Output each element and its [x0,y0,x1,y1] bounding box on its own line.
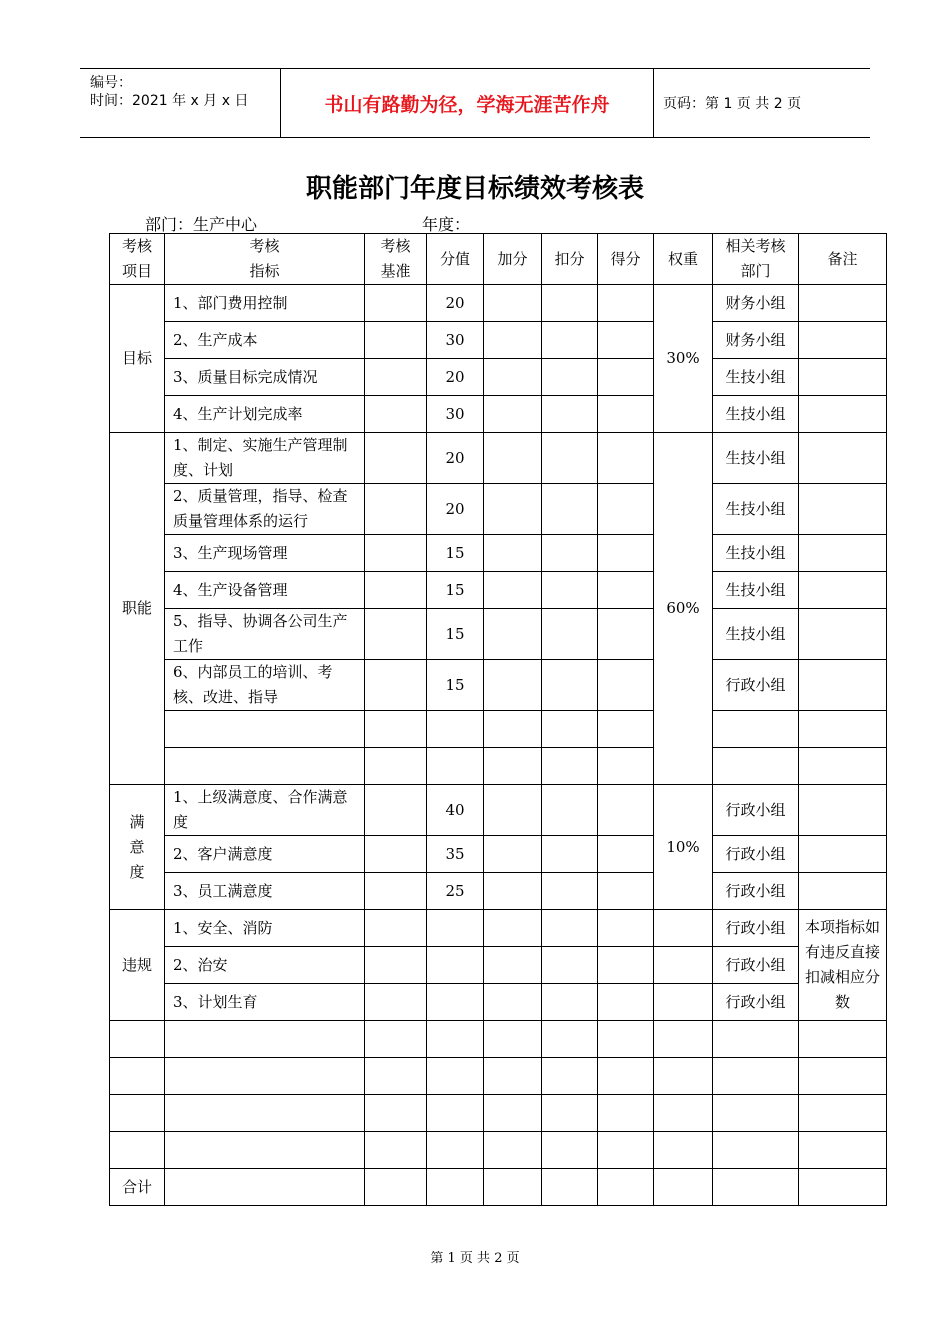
result-cell [598,396,654,433]
table-row [110,947,887,984]
deduct-cell [542,535,598,572]
bonus-cell [484,1058,542,1095]
category-cell [110,1095,165,1132]
remark-cell: 本项指标如有违反直接扣减相应分数 [799,910,887,1021]
related-dept-cell [713,1021,799,1058]
table-row [110,1132,887,1169]
result-cell [598,609,654,660]
baseline-cell [365,285,427,322]
score-cell: 30 [427,322,484,359]
column-header-bonus: 加分 [484,234,542,285]
result-cell [598,285,654,322]
indicator-cell: 1、上级满意度、合作满意度 [165,785,365,836]
score-cell: 20 [427,484,484,535]
score-cell [427,910,484,947]
bonus-cell [484,433,542,484]
related-dept-cell: 生技小组 [713,433,799,484]
bonus-cell [484,748,542,785]
table-row [110,609,887,660]
motto-text: 书山有路勤为径，学海无涯苦作舟 [281,69,654,137]
total-label: 合计 [110,1169,165,1206]
result-cell [598,322,654,359]
deduct-cell [542,711,598,748]
deduct-cell [542,322,598,359]
bonus-cell [484,484,542,535]
department-label: 部门：生产中心 [145,215,258,234]
baseline-cell [365,572,427,609]
indicator-cell: 2、质量管理，指导、检查质量管理体系的运行 [165,484,365,535]
remark-cell [799,359,887,396]
related-dept-cell: 生技小组 [713,535,799,572]
table-row [110,711,887,748]
result-cell [598,433,654,484]
indicator-cell: 4、生产设备管理 [165,572,365,609]
table-row [110,285,887,322]
bonus-cell [484,359,542,396]
deduct-cell [542,1021,598,1058]
weight-cell [654,1021,713,1058]
column-header-deduct: 扣分 [542,234,598,285]
remark-cell [799,748,887,785]
category-cell [110,1058,165,1095]
score-cell: 15 [427,535,484,572]
result-cell [598,748,654,785]
score-cell: 40 [427,785,484,836]
baseline-cell [365,1169,427,1206]
deduct-cell [542,785,598,836]
result-cell [598,785,654,836]
indicator-cell: 2、治安 [165,947,365,984]
related-dept-cell [713,748,799,785]
related-dept-cell [713,1169,799,1206]
table-row [110,572,887,609]
bonus-cell [484,984,542,1021]
indicator-cell: 2、客户满意度 [165,836,365,873]
table-row [110,984,887,1021]
deduct-cell [542,359,598,396]
table-row [110,836,887,873]
document-header [80,68,870,138]
score-cell [427,947,484,984]
result-cell [598,1021,654,1058]
indicator-cell [165,711,365,748]
remark-cell [799,484,887,535]
table-row [110,234,887,285]
baseline-cell [365,322,427,359]
bonus-cell [484,535,542,572]
related-dept-cell [713,1095,799,1132]
remark-cell [799,285,887,322]
remark-cell [799,1169,887,1206]
category-cell: 满 意 度 [110,785,165,910]
related-dept-cell: 财务小组 [713,285,799,322]
baseline-cell [365,873,427,910]
baseline-cell [365,1058,427,1095]
related-dept-cell: 行政小组 [713,660,799,711]
baseline-cell [365,484,427,535]
table-row [110,396,887,433]
related-dept-cell: 生技小组 [713,396,799,433]
bonus-cell [484,285,542,322]
related-dept-cell: 生技小组 [713,359,799,396]
remark-cell [799,711,887,748]
score-cell [427,711,484,748]
baseline-cell [365,433,427,484]
table-row [110,785,887,836]
assessment-table [109,233,887,1206]
bonus-cell [484,873,542,910]
bonus-cell [484,609,542,660]
weight-cell [654,910,713,947]
result-cell [598,359,654,396]
weight-cell: 60% [654,433,713,785]
related-dept-cell: 行政小组 [713,785,799,836]
baseline-cell [365,1021,427,1058]
result-cell [598,910,654,947]
time-text: 时间：2021 年 x 月 x 日 [90,93,249,109]
bonus-cell [484,660,542,711]
related-dept-cell: 行政小组 [713,873,799,910]
related-dept-cell [713,1132,799,1169]
related-dept-cell: 行政小组 [713,984,799,1021]
bonus-cell [484,711,542,748]
result-cell [598,535,654,572]
score-cell: 35 [427,836,484,873]
indicator-cell: 6、内部员工的培训、考核、改进、指导 [165,660,365,711]
bonus-cell [484,836,542,873]
indicator-cell [165,1058,365,1095]
column-header-related-dept: 相关考核 部门 [713,234,799,285]
category-cell: 职能 [110,433,165,785]
baseline-cell [365,535,427,572]
deduct-cell [542,1058,598,1095]
indicator-cell: 1、安全、消防 [165,910,365,947]
category-cell: 违规 [110,910,165,1021]
indicator-cell [165,1095,365,1132]
indicator-cell: 3、员工满意度 [165,873,365,910]
score-cell [427,1132,484,1169]
result-cell [598,660,654,711]
score-cell: 25 [427,873,484,910]
table-row [110,359,887,396]
header-info [80,69,281,137]
result-cell [598,873,654,910]
indicator-cell: 1、部门费用控制 [165,285,365,322]
remark-cell [799,1132,887,1169]
table-row [110,433,887,484]
baseline-cell [365,359,427,396]
related-dept-cell [713,711,799,748]
related-dept-cell: 生技小组 [713,484,799,535]
baseline-cell [365,748,427,785]
page-info: 页码：第 1 页 共 2 页 [663,96,802,112]
result-cell [598,484,654,535]
indicator-cell [165,748,365,785]
weight-cell: 10% [654,785,713,910]
score-cell: 15 [427,572,484,609]
score-cell [427,984,484,1021]
result-cell [598,984,654,1021]
table-row [110,748,887,785]
result-cell [598,1169,654,1206]
indicator-cell: 3、计划生育 [165,984,365,1021]
indicator-cell: 1、制定、实施生产管理制度、计划 [165,433,365,484]
deduct-cell [542,1132,598,1169]
baseline-cell [365,1095,427,1132]
bonus-cell [484,396,542,433]
table-row [110,1169,887,1206]
remark-cell [799,836,887,873]
table-row [110,1058,887,1095]
baseline-cell [365,836,427,873]
page-title: 职能部门年度目标绩效考核表 [305,174,644,204]
baseline-cell [365,711,427,748]
deduct-cell [542,433,598,484]
indicator-cell [165,1169,365,1206]
bonus-cell [484,1095,542,1132]
baseline-cell [365,660,427,711]
bonus-cell [484,322,542,359]
indicator-cell: 5、指导、协调各公司生产工作 [165,609,365,660]
remark-cell [799,433,887,484]
result-cell [598,711,654,748]
baseline-cell [365,947,427,984]
score-cell: 20 [427,285,484,322]
baseline-cell [365,785,427,836]
bonus-cell [484,947,542,984]
result-cell [598,947,654,984]
indicator-cell: 4、生产计划完成率 [165,396,365,433]
table-row [110,1095,887,1132]
table-row [110,322,887,359]
score-cell [427,1095,484,1132]
table-row [110,535,887,572]
weight-cell [654,947,713,984]
remark-cell [799,572,887,609]
related-dept-cell: 行政小组 [713,836,799,873]
deduct-cell [542,572,598,609]
score-cell [427,1169,484,1206]
deduct-cell [542,836,598,873]
baseline-cell [365,609,427,660]
deduct-cell [542,910,598,947]
table-row [110,484,887,535]
weight-cell: 30% [654,285,713,433]
score-cell [427,1058,484,1095]
weight-cell [654,1169,713,1206]
related-dept-cell [713,1058,799,1095]
column-header-indicator: 考核 指标 [165,234,365,285]
result-cell [598,836,654,873]
bonus-cell [484,1169,542,1206]
score-cell: 15 [427,609,484,660]
bonus-cell [484,1021,542,1058]
deduct-cell [542,947,598,984]
table-row [110,1021,887,1058]
column-header-score: 分值 [427,234,484,285]
deduct-cell [542,396,598,433]
table-row [110,910,887,947]
result-cell [598,1132,654,1169]
table-row [110,873,887,910]
score-cell: 15 [427,660,484,711]
score-cell [427,1021,484,1058]
result-cell [598,1095,654,1132]
deduct-cell [542,1169,598,1206]
number-label: 编号： [90,75,132,91]
remark-cell [799,322,887,359]
deduct-cell [542,285,598,322]
score-cell [427,748,484,785]
score-cell: 20 [427,433,484,484]
indicator-cell: 3、质量目标完成情况 [165,359,365,396]
category-cell [110,1132,165,1169]
indicator-cell: 3、生产现场管理 [165,535,365,572]
column-header-category: 考核 项目 [110,234,165,285]
weight-cell [654,984,713,1021]
column-header-result: 得分 [598,234,654,285]
deduct-cell [542,484,598,535]
bonus-cell [484,785,542,836]
indicator-cell: 2、生产成本 [165,322,365,359]
category-cell: 目标 [110,285,165,433]
indicator-cell [165,1021,365,1058]
category-cell [110,1021,165,1058]
deduct-cell [542,984,598,1021]
remark-cell [799,1058,887,1095]
related-dept-cell: 财务小组 [713,322,799,359]
related-dept-cell: 生技小组 [713,572,799,609]
column-header-weight: 权重 [654,234,713,285]
score-cell: 20 [427,359,484,396]
baseline-cell [365,1132,427,1169]
remark-cell [799,535,887,572]
deduct-cell [542,748,598,785]
deduct-cell [542,873,598,910]
remark-cell [799,1095,887,1132]
result-cell [598,1058,654,1095]
indicator-cell [165,1132,365,1169]
weight-cell [654,1095,713,1132]
deduct-cell [542,660,598,711]
score-cell: 30 [427,396,484,433]
weight-cell [654,1132,713,1169]
baseline-cell [365,910,427,947]
remark-cell [799,609,887,660]
baseline-cell [365,984,427,1021]
remark-cell [799,873,887,910]
remark-cell [799,785,887,836]
deduct-cell [542,1095,598,1132]
remark-cell [799,1021,887,1058]
bonus-cell [484,910,542,947]
related-dept-cell: 行政小组 [713,947,799,984]
bonus-cell [484,572,542,609]
column-header-baseline: 考核 基准 [365,234,427,285]
page-footer: 第 1 页 共 2 页 [430,1251,520,1266]
related-dept-cell: 生技小组 [713,609,799,660]
result-cell [598,572,654,609]
remark-cell [799,660,887,711]
deduct-cell [542,609,598,660]
table-row [110,660,887,711]
related-dept-cell: 行政小组 [713,910,799,947]
bonus-cell [484,1132,542,1169]
baseline-cell [365,396,427,433]
column-header-remark: 备注 [799,234,887,285]
remark-cell [799,396,887,433]
weight-cell [654,1058,713,1095]
year-label: 年度： [422,215,471,234]
